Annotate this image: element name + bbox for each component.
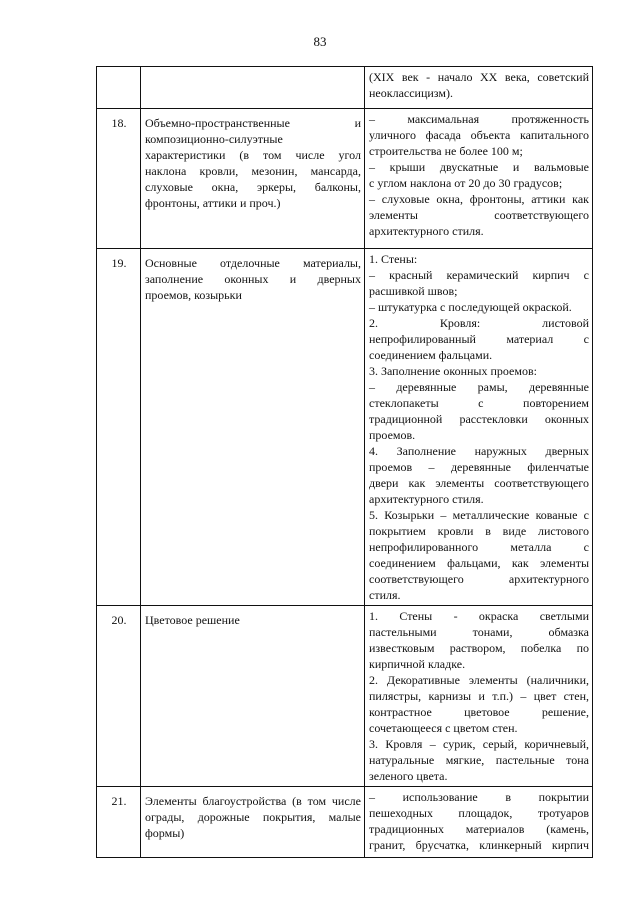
requirement-line: традиционных материалов (камень, — [369, 822, 589, 836]
requirements-text — [365, 606, 593, 787]
requirement-line: непрофилированного металла с — [369, 540, 589, 554]
row-number: 21. — [97, 787, 141, 858]
requirement-line: соединением фальцами. — [369, 348, 493, 362]
table-row — [97, 787, 593, 858]
requirement-line: непрофилированный материал с — [369, 332, 589, 346]
requirement-line: гранит, брусчатка, клинкерный кирпич — [369, 838, 589, 852]
requirement-line: пилястры, карнизы и т.п.) – цвет стен, — [369, 689, 589, 703]
requirement-line: – максимальная протяженность — [369, 112, 589, 126]
element-description — [141, 606, 365, 787]
requirement-line: 4. Заполнение наружных дверных — [369, 444, 589, 458]
element-line: заполнение оконных и дверных — [145, 272, 361, 286]
requirement-line: традиционной расстекловки оконных — [369, 412, 589, 426]
requirements-text — [365, 787, 593, 858]
requirement-line: архитектурного стиля. — [369, 492, 484, 506]
element-line: проемов, козырьки — [145, 288, 242, 302]
requirement-line: с углом наклона от 20 до 30 градусов; — [369, 176, 563, 190]
element-line: наклона кровли, мезонин, мансарда, — [145, 164, 361, 178]
regulations-table — [96, 66, 593, 858]
requirement-line: (XIX век - начало XX века, советский — [369, 70, 589, 84]
requirement-line: уличного фасада объекта капитального — [369, 128, 589, 142]
requirement-line: покрытием кровли в виде листового — [369, 524, 589, 538]
requirement-line: 5. Козырьки – металлические кованые с — [369, 508, 589, 522]
row-number: 18. — [97, 109, 141, 249]
element-line: Цветовое решение — [145, 613, 240, 627]
requirement-line: 2. Кровля: листовой — [369, 316, 589, 330]
requirement-line: – красный керамический кирпич с — [369, 268, 589, 282]
element-description — [141, 67, 365, 109]
requirement-line: – использование в покрытии — [369, 790, 589, 804]
element-line: слуховые окна, эркеры, балконы, — [145, 180, 361, 194]
requirement-line: стеклопакеты с повторением — [369, 396, 589, 410]
page-number: 83 — [313, 34, 327, 49]
element-line: формы) — [145, 826, 185, 840]
requirement-line: 3. Кровля – сурик, серый, коричневый, — [369, 737, 589, 751]
row-number — [97, 67, 141, 109]
requirement-line: известковым раствором, побелка по — [369, 641, 589, 655]
requirement-line: соединением фальцами, как элементы — [369, 556, 589, 570]
table-row — [97, 606, 593, 787]
table-row — [97, 249, 593, 606]
requirement-line: пастельными тонами, обмазка — [369, 625, 589, 639]
element-line: фронтоны, аттики и проч.) — [145, 196, 281, 210]
table-row — [97, 109, 593, 249]
requirements-text — [365, 249, 593, 606]
requirement-line: зеленого цвета. — [369, 769, 448, 783]
element-description — [141, 249, 365, 606]
requirement-line: – деревянные рамы, деревянные — [369, 380, 589, 394]
requirement-line: двери как элементы соответствующего — [369, 476, 589, 490]
requirement-line: строительства не более 100 м; — [369, 144, 523, 158]
requirement-line: соответствующего архитектурного — [369, 572, 589, 586]
element-line: ограды, дорожные покрытия, малые — [145, 810, 361, 824]
requirement-line: кирпичной кладке. — [369, 657, 466, 671]
requirement-line: 3. Заполнение оконных проемов: — [369, 364, 537, 378]
requirement-line: сочетающееся с цветом стен. — [369, 721, 518, 735]
requirement-line: архитектурного стиля. — [369, 224, 484, 238]
table-row — [97, 67, 593, 109]
requirement-line: проемов – деревянные филенчатые — [369, 460, 589, 474]
element-line: композиционно-силуэтные — [145, 132, 283, 146]
requirements-text — [365, 67, 593, 109]
requirement-line: неоклассицизм). — [369, 86, 453, 100]
row-number: 20. — [97, 606, 141, 787]
requirement-line: элементы соответствующего — [369, 208, 589, 222]
element-description — [141, 787, 365, 858]
requirement-line: контрастное цветовое решение, — [369, 705, 589, 719]
requirement-line: натуральные мягкие, пастельные тона — [369, 753, 589, 767]
row-number: 19. — [97, 249, 141, 606]
requirement-line: 2. Декоративные элементы (наличники, — [369, 673, 589, 687]
requirement-line: проемов. — [369, 428, 416, 442]
element-line: характеристики (в том числе угол — [145, 148, 361, 162]
requirements-text — [365, 109, 593, 249]
requirement-line: – слуховые окна, фронтоны, аттики как — [369, 192, 589, 206]
requirement-line: пешеходных площадок, тротуаров — [369, 806, 589, 820]
element-description — [141, 109, 365, 249]
requirement-line: стиля. — [369, 588, 401, 602]
requirement-line: расшивкой швов; — [369, 284, 458, 298]
requirement-line: 1. Стены - окраска светлыми — [369, 609, 589, 623]
element-line: Основные отделочные материалы, — [145, 256, 361, 270]
requirement-line: – крыши двускатные и вальмовые — [369, 160, 589, 174]
element-line: Элементы благоустройства (в том числе — [145, 794, 361, 808]
requirement-line: – штукатурка с последующей окраской. — [369, 300, 572, 314]
element-line: Объемно-пространственные и — [145, 116, 361, 130]
requirement-line: 1. Стены: — [369, 252, 418, 266]
